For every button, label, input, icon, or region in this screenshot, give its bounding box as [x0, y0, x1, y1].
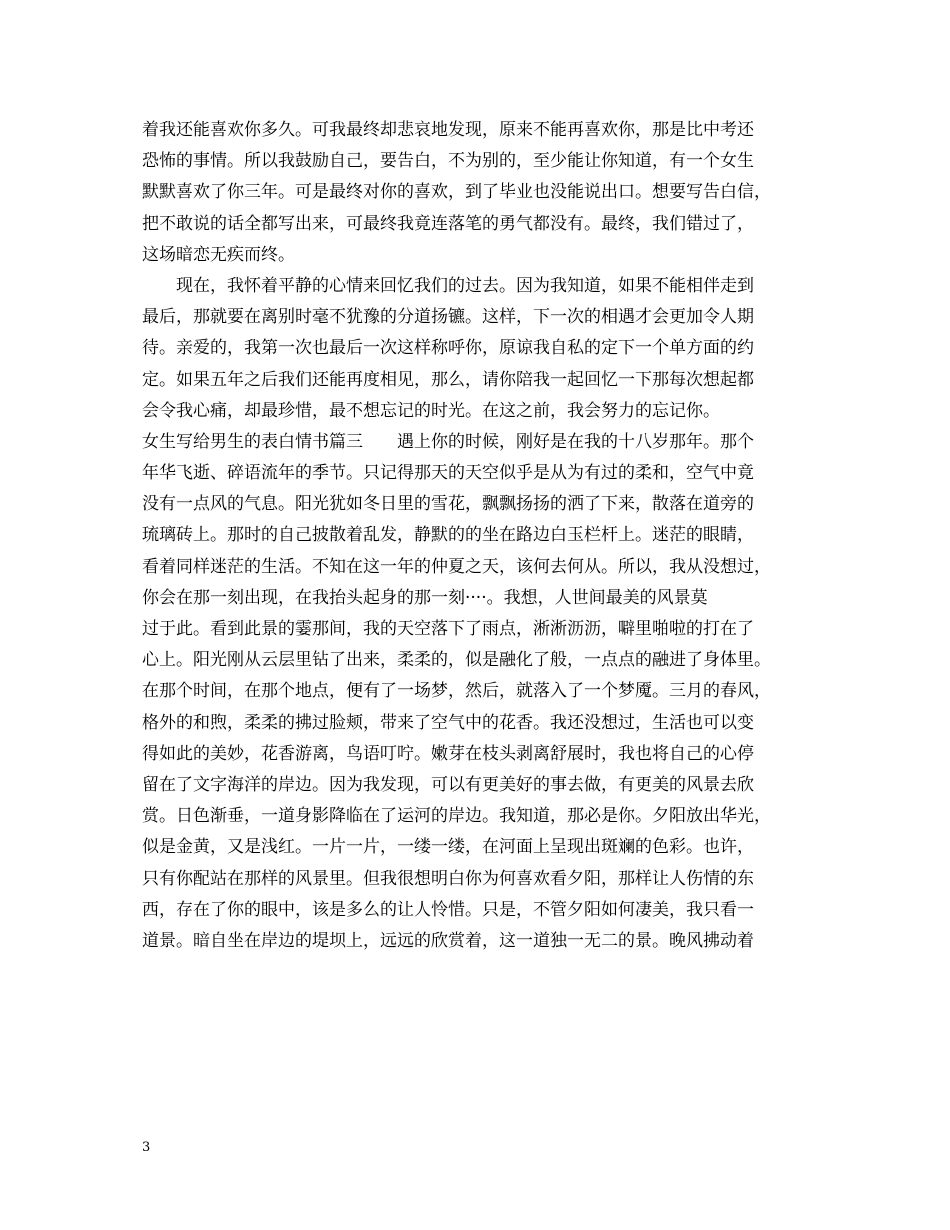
text-line: 心上。阳光刚从云层里钻了出来，柔柔的，似是融化了般，一点点的融进了身体里。	[142, 650, 771, 671]
text-line: 默默喜欢了你三年。可是最终对你的喜欢，到了毕业也没能说出口。想要写告白信，	[142, 182, 771, 203]
text-line: 把不敢说的话全都写出来，可最终我竟连落笔的勇气都没有。最终，我们错过了，	[142, 213, 754, 234]
text-line: 得如此的美妙，花香游离，鸟语叮咛。嫩芽在枝头剥离舒展时，我也将自己的心停	[142, 743, 754, 764]
text-line: 看着同样迷茫的生活。不知在这一年的仲夏之天，该何去何从。所以，我从没想过，	[142, 556, 771, 577]
text-line: 恐怖的事情。所以我鼓励自己，要告白，不为别的，至少能让你知道，有一个女生	[142, 151, 754, 172]
text-line: 格外的和煦，柔柔的拂过脸颊，带来了空气中的花香。我还没想过，生活也可以变	[142, 712, 754, 733]
text-line: 定。如果五年之后我们还能再度相见，那么，请你陪我一起回忆一下那每次想起都	[142, 369, 754, 390]
text-line: 没有一点风的气息。阳光犹如冬日里的雪花，飘飘扬扬的洒了下来，散落在道旁的	[142, 494, 754, 515]
text-line: 过于此。看到此景的霎那间，我的天空落下了雨点，淅淅沥沥，噼里啪啦的打在了	[142, 619, 754, 639]
text-line: 最后，那就要在离别时毫不犹豫的分道扬镳。这样，下一次的相遇才会更加令人期	[142, 307, 754, 328]
section-heading-line: 女生写给男生的表白情书篇三 遇上你的时候，刚好是在我的十八岁那年。那个	[142, 431, 754, 452]
text-line: 年华飞逝、碎语流年的季节。只记得那天的天空似乎是从为有过的柔和，空气中竟	[142, 463, 754, 484]
text-line: 只有你配站在那样的风景里。但我很想明白你为何喜欢看夕阳，那样让人伤情的东	[142, 868, 754, 889]
page-number: 3	[142, 1140, 151, 1155]
text-line: 这场暗恋无疾而终。	[142, 244, 295, 265]
text-line: 在那个时间，在那个地点，便有了一场梦，然后，就落入了一个梦魇。三月的春风，	[142, 681, 771, 702]
text-line: 会令我心痛，却最珍惜，最不想忘记的时光。在这之前，我会努力的忘记你。	[142, 400, 720, 421]
paragraph-first-line: 现在，我怀着平静的心情来回忆我们的过去。因为我知道，如果不能相伴走到	[176, 275, 754, 296]
text-line: 似是金黄，又是浅红。一片一片，一缕一缕，在河面上呈现出斑斓的色彩。也许，	[142, 837, 754, 858]
text-line: 西，存在了你的眼中，该是多么的让人怜惜。只是，不管夕阳如何凄美，我只看一	[142, 899, 754, 920]
text-line: 赏。日色渐垂，一道身影降临在了运河的岸边。我知道，那必是你。夕阳放出华光，	[142, 806, 771, 827]
body-text	[142, 115, 842, 957]
text-line: 待。亲爱的，我第一次也最后一次这样称呼你，原谅我自私的定下一个单方面的约	[142, 338, 754, 359]
text-line: 道景。暗自坐在岸边的堤坝上，远远的欣赏着，这一道独一无二的景。晚风拂动着	[142, 930, 754, 951]
text-line: 琉璃砖上。那时的自己披散着乱发，静默的的坐在路边白玉栏杆上。迷茫的眼睛，	[142, 525, 754, 546]
text-line: 留在了文字海洋的岸边。因为我发现，可以有更美好的事去做，有更美的风景去欣	[142, 774, 754, 795]
text-line: 着我还能喜欢你多久。可我最终却悲哀地发现，原来不能再喜欢你，那是比中考还	[142, 120, 754, 140]
text-line: 你会在那一刻出现，在我抬头起身的那一刻····。我想，人世间最美的风景莫	[142, 587, 708, 608]
